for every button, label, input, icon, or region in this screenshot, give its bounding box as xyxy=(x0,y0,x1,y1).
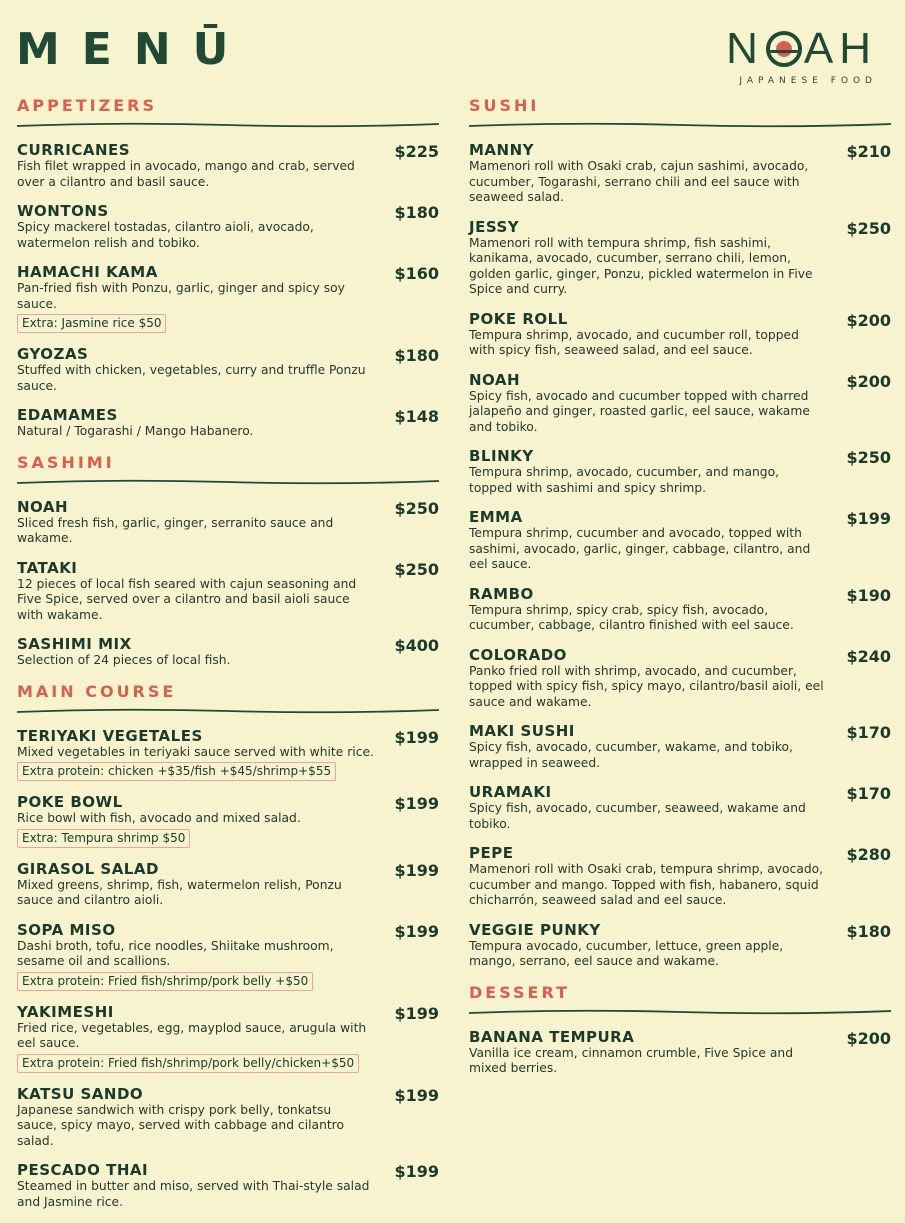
item-name: POKE BOWL xyxy=(17,793,123,811)
left-column xyxy=(17,96,439,1223)
item-name: PEPE xyxy=(469,844,514,862)
menu-item-rambo xyxy=(469,586,891,634)
menu-item-veggie-punky xyxy=(469,922,891,970)
item-price: $199 xyxy=(394,860,439,880)
item-name: VEGGIE PUNKY xyxy=(469,920,601,939)
right-column xyxy=(469,96,891,1090)
item-name: TATAKI xyxy=(17,558,78,577)
wave-divider xyxy=(469,1007,891,1017)
item-name: MAKI SUSHI xyxy=(469,722,575,740)
item-description: Selection of 24 pieces of local fish. xyxy=(17,653,231,667)
item-price: $200 xyxy=(846,310,891,330)
item-description: Japanese sandwich with crispy pork belly, tonkatsu sauce, spicy mayo, served with cabbage and cilantro salad. xyxy=(17,1102,344,1148)
item-name: JESSY xyxy=(469,217,520,236)
item-name: CURRICANES xyxy=(17,141,131,159)
item-price: $200 xyxy=(846,371,891,391)
item-price: $250 xyxy=(394,559,439,579)
wave-divider xyxy=(17,706,439,716)
menu-item-wontons xyxy=(17,203,439,251)
item-price: $210 xyxy=(846,142,891,161)
item-description: Mamenori roll with Osaki crab, tempura shrimp, avocado, cucumber and mango. Topped with fish, habanero, squid chicharrón, seaweed salad and eel sauce. xyxy=(469,862,824,907)
section-heading: SASHIMI xyxy=(17,452,115,472)
item-description: 12 pieces of local fish seared with cajun seasoning and Five Spice, served over a cilantro and basil aioli sauce with wakame. xyxy=(17,576,357,622)
item-price: $199 xyxy=(394,794,439,813)
menu-item-tataki xyxy=(17,560,439,624)
item-description: Spicy fish, avocado, cucumber, seaweed, wakame and tobiko. xyxy=(469,801,806,831)
item-description: Stuffed with chicken, vegetables, curry and truffle Ponzu sauce. xyxy=(17,363,366,393)
logo-subtitle: JAPANESE FOOD xyxy=(739,76,877,86)
item-name: YAKIMESHI xyxy=(17,1002,114,1021)
item-price: $250 xyxy=(846,218,891,238)
wave-divider xyxy=(17,120,439,130)
section-heading: DESSERT xyxy=(469,982,570,1002)
item-description: Tempura shrimp, spicy crab, spicy fish, avocado, cucumber, cabbage, cilantro finished with eel sauce. xyxy=(469,602,794,632)
item-name: EDAMAMES xyxy=(17,406,118,424)
item-price: $180 xyxy=(394,203,439,222)
item-price: $400 xyxy=(394,636,439,655)
menu-item-poke-bowl xyxy=(17,794,439,848)
item-price: $250 xyxy=(394,498,439,518)
item-description: Spicy mackerel tostadas, cilantro aioli, avocado, watermelon relish and tobiko. xyxy=(17,220,314,250)
item-price: $180 xyxy=(846,921,891,941)
item-price: $160 xyxy=(394,264,439,283)
menu-item-gyozas xyxy=(17,346,439,394)
item-name: GIRASOL SALAD xyxy=(17,859,159,878)
item-name: KATSU SANDO xyxy=(17,1084,144,1103)
item-price: $280 xyxy=(846,845,891,864)
item-price: $199 xyxy=(394,1162,439,1181)
menu-item-manny xyxy=(469,142,891,206)
menu-item-teriyaki-vegetales xyxy=(17,728,439,782)
item-description: Mixed greens, shrimp, fish, watermelon relish, Ponzu sauce and cilantro aioli. xyxy=(17,877,342,907)
section-heading: SUSHI xyxy=(469,96,540,115)
item-price: $199 xyxy=(394,921,439,941)
item-name: BLINKY xyxy=(469,447,534,465)
item-price: $250 xyxy=(846,448,891,467)
item-price: $190 xyxy=(846,585,891,605)
item-description: Natural / Togarashi / Mango Habanero. xyxy=(17,424,254,438)
restaurant-logo xyxy=(726,24,877,86)
item-description: Tempura shrimp, avocado, and cucumber roll, topped with spicy fish, seaweed salad, and eel sauce. xyxy=(469,327,799,357)
rising-sun-icon xyxy=(766,31,802,67)
menu-item-yakimeshi xyxy=(17,1004,439,1073)
item-extra: Extra: Jasmine rice $50 xyxy=(17,314,166,333)
item-description: Sliced fresh fish, garlic, ginger, serranito sauce and wakame. xyxy=(17,515,334,545)
item-description: Dashi broth, tofu, rice noodles, Shiitake mushroom, sesame oil and scallions. xyxy=(17,938,334,968)
item-name: MANNY xyxy=(469,141,535,159)
item-name: POKE ROLL xyxy=(469,309,568,328)
item-extra: Extra protein: Fried fish/shrimp/pork belly/chicken+$50 xyxy=(17,1054,359,1073)
item-description: Panko fried roll with shrimp, avocado, and cucumber, topped with spicy fish, spicy mayo, cilantro/basil aioli, eel sauce and wakame. xyxy=(469,663,824,709)
item-name: URAMAKI xyxy=(469,783,552,801)
item-extra: Extra protein: chicken +$35/fish +$45/shrimp+$55 xyxy=(17,762,336,781)
menu-item-curricanes xyxy=(17,142,439,190)
item-description: Fried rice, vegetables, egg, mayplod sauce, arugula with eel sauce. xyxy=(17,1020,367,1050)
menu-item-jessy xyxy=(469,219,891,298)
item-price: $199 xyxy=(394,1085,439,1105)
section-dessert xyxy=(469,983,891,1077)
section-heading: APPETIZERS xyxy=(17,96,158,115)
item-description: Mixed vegetables in teriyaki sauce served with white rice. xyxy=(17,744,374,759)
menu-item-poke-roll xyxy=(469,311,891,359)
item-name: EMMA xyxy=(469,508,523,526)
menu-item-banana-tempura xyxy=(469,1029,891,1077)
item-price: $240 xyxy=(846,646,891,666)
menu-item-colorado xyxy=(469,647,891,711)
item-price: $199 xyxy=(846,509,891,528)
item-description: Fish filet wrapped in avocado, mango and crab, served over a cilantro and basil sauce. xyxy=(17,159,355,189)
item-name: WONTONS xyxy=(17,202,109,220)
item-name: NOAH xyxy=(469,370,521,389)
menu-item-sashimi-mix xyxy=(17,636,439,669)
item-price: $180 xyxy=(394,346,439,365)
section-appetizers xyxy=(17,96,439,440)
wave-divider xyxy=(469,120,891,130)
item-description: Mamenori roll with Osaki crab, cajun sashimi, avocado, cucumber, Togarashi, serrano chili and eel sauce with seaweed salad. xyxy=(469,159,809,204)
item-name: PESCADO THAI xyxy=(17,1161,149,1179)
item-description: Tempura shrimp, cucumber and avocado, topped with sashimi, avocado, garlic, ginger, cabbage, cilantro, and eel sauce. xyxy=(469,526,811,571)
menu-item-noah xyxy=(17,499,439,547)
item-price: $199 xyxy=(394,727,439,747)
item-price: $199 xyxy=(394,1003,439,1023)
item-description: Spicy fish, avocado, cucumber, wakame, and tobiko, wrapped in seaweed. xyxy=(469,740,793,770)
logo-wordmark: N AH xyxy=(726,24,877,73)
menu-item-sopa-miso xyxy=(17,922,439,991)
menu-item-katsu-sando xyxy=(17,1086,439,1150)
item-extra: Extra protein: Fried fish/shrimp/pork belly +$50 xyxy=(17,972,313,991)
menu-item-pepe xyxy=(469,845,891,909)
item-extra: Extra: Tempura shrimp $50 xyxy=(17,829,190,848)
menu-item-girasol-salad xyxy=(17,861,439,909)
menu-item-emma xyxy=(469,509,891,573)
item-description: Tempura shrimp, avocado, cucumber, and mango, topped with sashimi and spicy shrimp. xyxy=(469,465,780,495)
item-price: $170 xyxy=(846,784,891,803)
menu-item-noah xyxy=(469,372,891,436)
item-description: Spicy fish, avocado and cucumber topped with charred jalapeño and ginger, roasted garlic, eel sauce, wakame and tobiko. xyxy=(469,388,810,434)
menu-item-pescado-thai xyxy=(17,1162,439,1210)
item-description: Vanilla ice cream, cinnamon crumble, Five Spice and mixed berries. xyxy=(469,1045,794,1075)
item-name: RAMBO xyxy=(469,584,534,603)
item-name: COLORADO xyxy=(469,645,567,664)
item-price: $170 xyxy=(846,723,891,742)
section-main-course xyxy=(17,682,439,1211)
item-name: TERIYAKI VEGETALES xyxy=(17,726,203,745)
item-description: Steamed in butter and miso, served with Thai-style salad and Jasmine rice. xyxy=(17,1179,370,1209)
menu-title: MENŪ xyxy=(16,24,251,75)
item-name: SASHIMI MIX xyxy=(17,635,132,653)
item-name: HAMACHI KAMA xyxy=(17,263,158,281)
item-description: Tempura avocado, cucumber, lettuce, green apple, mango, serrano, eel sauce and wakame. xyxy=(469,938,784,968)
menu-item-uramaki xyxy=(469,784,891,832)
item-name: SOPA MISO xyxy=(17,920,116,939)
item-description: Rice bowl with fish, avocado and mixed salad. xyxy=(17,811,301,825)
menu-item-maki-sushi xyxy=(469,723,891,771)
section-sushi xyxy=(469,96,891,970)
item-description: Pan-fried fish with Ponzu, garlic, ginger and spicy soy sauce. xyxy=(17,281,345,311)
menu-item-edamames xyxy=(17,407,439,440)
wave-divider xyxy=(17,477,439,487)
item-name: BANANA TEMPURA xyxy=(469,1027,635,1046)
item-name: NOAH xyxy=(17,497,69,516)
item-price: $225 xyxy=(394,142,439,161)
section-heading: MAIN COURSE xyxy=(17,681,177,701)
menu-item-blinky xyxy=(469,448,891,496)
item-description: Mamenori roll with tempura shrimp, fish sashimi, kanikama, avocado, cucumber, serrano chili, lemon, golden garlic, ginger, Ponzu, pickled watermelon in Five Spice and curry. xyxy=(469,235,813,296)
section-sashimi xyxy=(17,453,439,669)
item-price: $200 xyxy=(846,1028,891,1048)
item-price: $148 xyxy=(394,407,439,426)
item-name: GYOZAS xyxy=(17,345,89,363)
menu-item-hamachi-kama xyxy=(17,264,439,333)
